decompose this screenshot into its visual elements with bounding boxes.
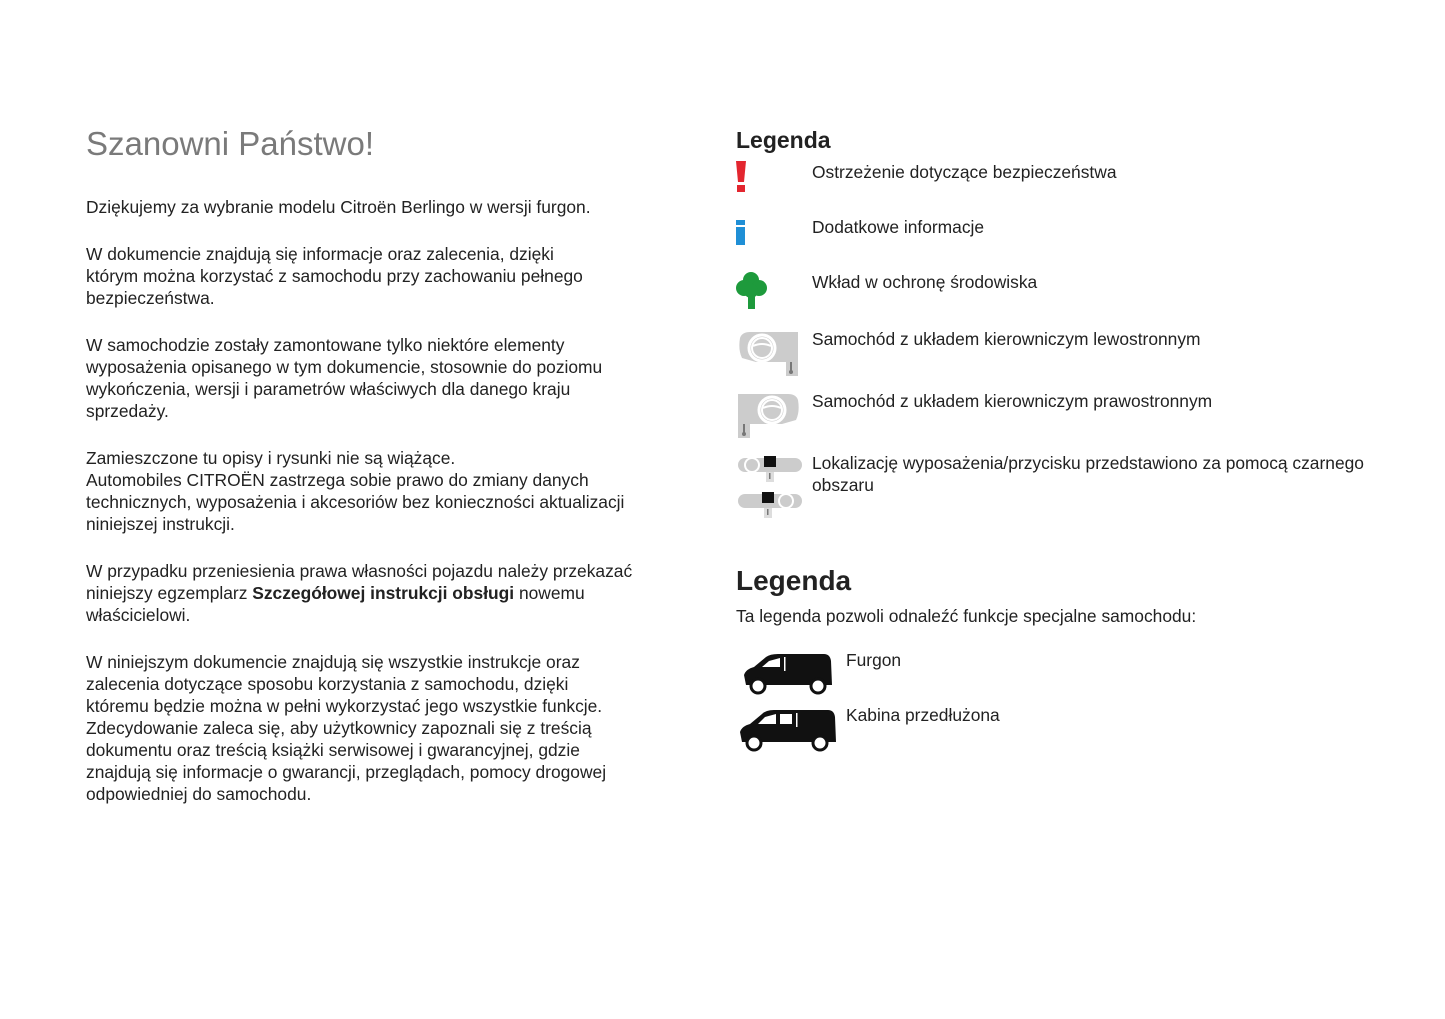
right-hand-drive-icon — [736, 390, 802, 442]
transfer-paragraph — [86, 560, 686, 626]
text-line: Zamieszczone tu opisy i rysunki nie są wiążące. — [86, 448, 456, 468]
legend-item-label: Ostrzeżenie dotyczące bezpieczeństwa — [812, 162, 1117, 182]
extended-cab-van-icon — [736, 704, 838, 752]
dashboard-location-icon — [736, 452, 804, 524]
intro-paragraph-3 — [86, 334, 686, 422]
info-icon — [736, 216, 750, 248]
legend-item-label: Wkład w ochronę środowiska — [812, 272, 1038, 292]
text-line: wykończenia, wersji i parametrów właściwych dla danego kraju — [86, 379, 571, 399]
intro-paragraph-4 — [86, 447, 686, 535]
text-line: niniejszej instrukcji. — [86, 514, 235, 534]
text-fragment: nowemu — [514, 583, 585, 603]
legend-item-label: Samochód z układem kierowniczym lewostronnym — [812, 329, 1201, 349]
legend-title: Legenda — [736, 127, 831, 153]
environment-tree-icon — [736, 271, 770, 311]
intro-paragraph-2 — [86, 243, 686, 309]
text-line: W samochodzie zostały zamontowane tylko niektóre elementy — [86, 335, 565, 355]
text-fragment: niniejszy egzemplarz — [86, 583, 253, 603]
text-line: bezpieczeństwa. — [86, 288, 215, 308]
vehicle-label: Furgon — [846, 650, 902, 670]
text-line: wyposażenia opisanego w tym dokumencie, stosownie do poziomu — [86, 357, 603, 377]
van-icon — [736, 649, 836, 695]
legend-section — [736, 124, 1376, 764]
text-line: Automobiles CITROËN zastrzega sobie prawo do zmiany danych — [86, 470, 589, 490]
text-line — [86, 582, 686, 604]
text-line: właścicielowi. — [86, 605, 191, 625]
intro-section — [86, 124, 686, 830]
legend-subtitle: Ta legenda pozwoli odnaleźć funkcje specjalne samochodu: — [736, 606, 1197, 626]
text-line: Dziękujemy za wybranie modelu Citroën Berlingo w wersji furgon. — [86, 197, 591, 217]
warning-icon — [736, 161, 750, 193]
legend-item-label: Lokalizację wyposażenia/przycisku przedstawiono za pomocą czarnego obszaru — [812, 453, 1364, 495]
text-line: W przypadku przeniesienia prawa własności pojazdu należy przekazać — [86, 561, 633, 581]
text-line: zalecenia dotyczące sposobu korzystania z samochodu, dzięki — [86, 674, 569, 694]
vehicle-label: Kabina przedłużona — [846, 705, 1000, 725]
text-line: W niniejszym dokumencie znajdują się wszystkie instrukcje oraz — [86, 652, 580, 672]
text-line: dokumentu oraz treścią książki serwisowej i gwarancyjnej, gdzie — [86, 740, 580, 760]
text-line: którym można korzystać z samochodu przy zachowaniu pełnego — [86, 266, 583, 286]
page-title: Szanowni Państwo! — [86, 125, 374, 162]
legend-item-label: Samochód z układem kierowniczym prawostronnym — [812, 391, 1213, 411]
text-line: odpowiedniej do samochodu. — [86, 784, 312, 804]
text-line: technicznych, wyposażenia i akcesoriów bez konieczności aktualizacji — [86, 492, 625, 512]
text-line: sprzedaży. — [86, 401, 169, 421]
intro-paragraph-1 — [86, 196, 686, 218]
legend-title: Legenda — [736, 565, 852, 596]
manual-title-bold: Szczegółowej instrukcji obsługi — [252, 583, 515, 603]
text-line: W dokumencie znajdują się informacje oraz zalecenia, dzięki — [86, 244, 554, 264]
legend-item-label: Dodatkowe informacje — [812, 217, 985, 237]
text-line: znajdują się informacje o gwarancji, przeglądach, pomocy drogowej — [86, 762, 607, 782]
vehicle-legend — [736, 564, 1376, 627]
final-paragraph — [86, 651, 686, 805]
text-line: któremu będzie można w pełni wykorzystać jego wszystkie funkcje. — [86, 696, 603, 716]
left-hand-drive-icon — [736, 328, 802, 380]
text-line: Zdecydowanie zaleca się, aby użytkownicy zapoznali się z treścią — [86, 718, 592, 738]
